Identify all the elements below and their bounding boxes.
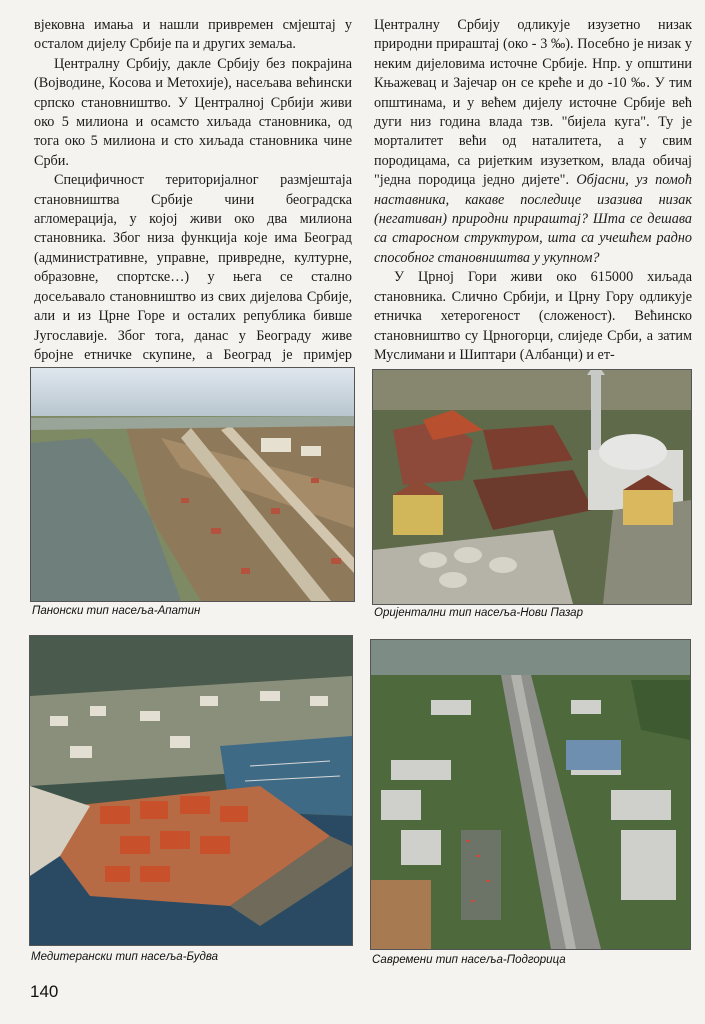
paragraph: вјековна имања и нашли привремен смјештај у осталом дијелу Србије па и других земаља.: [34, 17, 352, 53]
paragraph: У Црној Гори живи око 615000 хиљада становника. Слично Србији, и Црну Гору одликује етничка хетерогеност (сложеност). Већинско становништво су Црногорци, слиједе Срби, а затим Муслимани и Шиптари (Албанци) и ет-: [374, 269, 692, 363]
page-number: 140: [30, 982, 59, 1001]
photo-budva: [29, 635, 353, 946]
paragraph-text: Централну Србију одликује изузетно низак природни прираштај (око - 3 ‰). Посебно је низак у неким дијеловима источне Србије. Нпр. у општини Књажевац и Зајечар он се креће и до -10 ‰. У тим општинама, и у већем дијелу источне Србије већ дуги низ година влада тзв. "бијела куга". Ту је морталитет већи од наталитета, а у свим породицама, са ријетким изузетком, влада обичај "једна породица једно дијете".: [374, 17, 692, 189]
paragraph: Централну Србију, дакле Србију без покрајина (Војводине, Косова и Метохије), насељава већински српско становништво. У Централној Србији живи око 5 милиона и осамсто хиљада становника, од тога око 5 милиона и сто хиљада становника чине Срби.: [34, 55, 352, 169]
photo-podgorica: [370, 639, 691, 950]
photo-apatin: [30, 367, 355, 602]
exercise-question: Објасни, уз помоћ наставника, какаве последице изазива низак (негативан) природни прираштај? Шта се дешава са старосном структуром, шта са учешћем радно способног становништва у укупном?: [374, 172, 692, 266]
right-text-column: [374, 16, 692, 365]
paragraph: Специфичност територијалног размјештаја становништва Србије чини београдска агломерација, у којој живи око два милиона становника. Због низа функција које има Београд (административне, управне, привредне, културне, образовне, спортске…) у њега се стално досељавало становништво из свих дијелова Србије, али и из Црне Горе и осталих република бивше Југославије. Због тога, данас у Београду живе бројне етничке скупине, а Београд је примјер: [34, 172, 352, 363]
aerial-town-river-image: [31, 368, 354, 601]
photo-caption: Савремени тип насеља-Подгорица: [372, 954, 566, 966]
paragraph: [374, 16, 692, 268]
photo-caption: Оријентални тип насеља-Нови Пазар: [374, 607, 583, 619]
photo-novi-pazar: [372, 369, 692, 605]
left-text-column: [34, 16, 352, 385]
photo-caption: Медитерански тип насеља-Будва: [31, 951, 219, 963]
coastal-old-town-image: [30, 636, 352, 945]
photo-caption: Панонски тип насеља-Апатин: [32, 605, 201, 617]
mosque-town-image: [373, 370, 691, 604]
modern-city-image: [371, 640, 690, 949]
